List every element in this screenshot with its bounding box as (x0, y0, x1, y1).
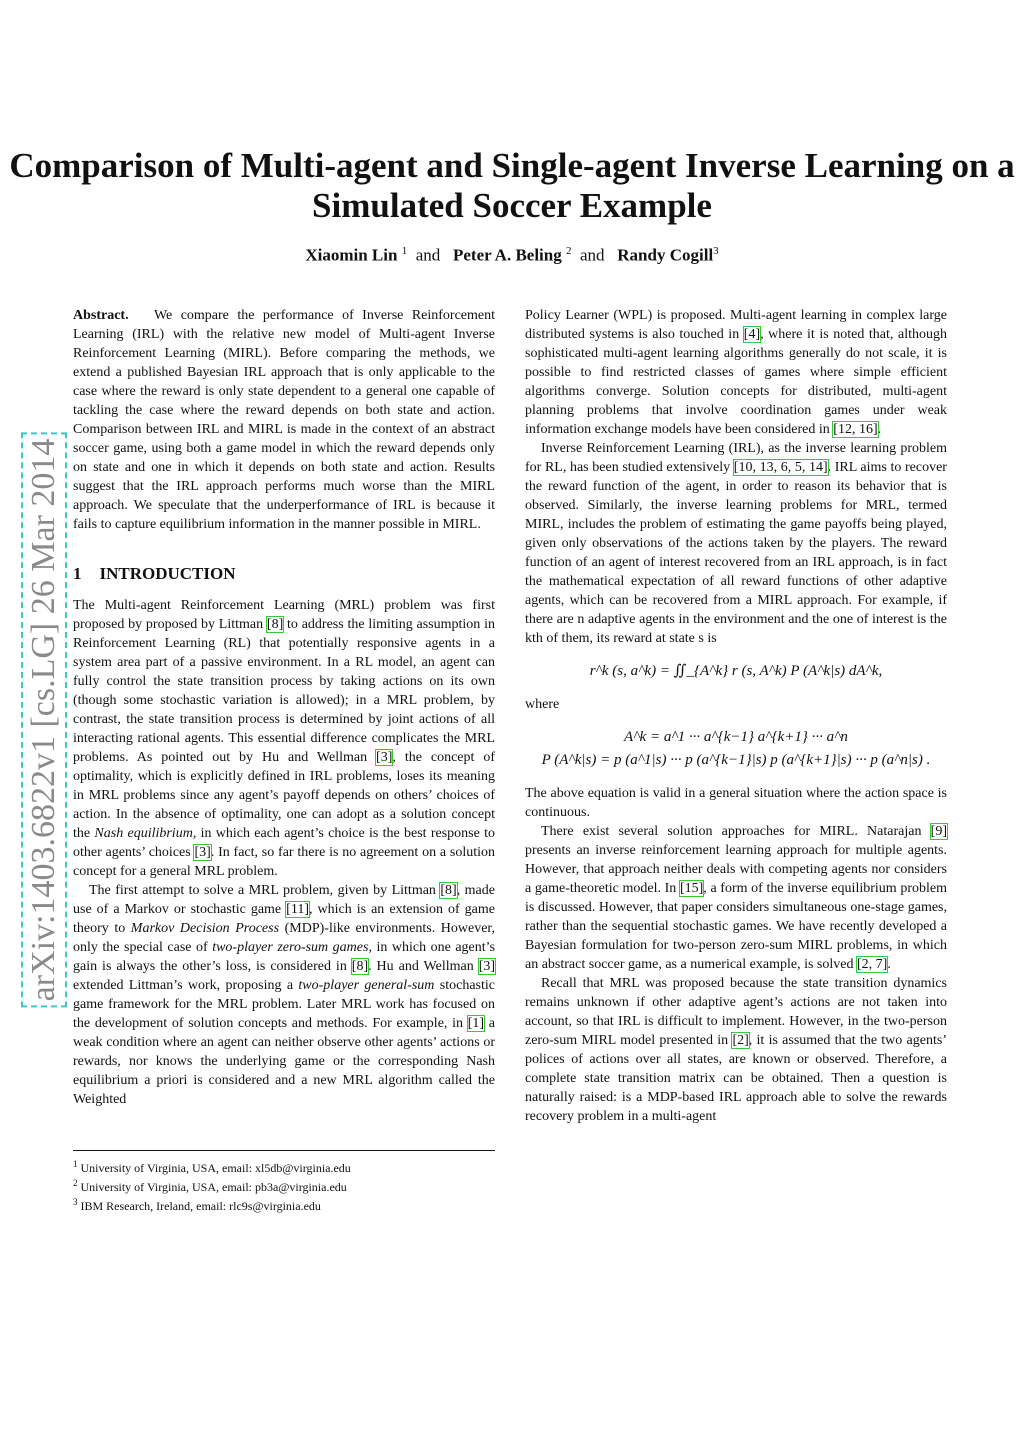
citation-link[interactable]: [9] (930, 824, 947, 839)
citation-link[interactable]: [8] (351, 959, 369, 974)
author-3-affil: 3 (713, 245, 719, 257)
paper-title: Comparison of Multi-agent and Single-agent Inverse Learning on a Simulated Soccer Example (9, 146, 1015, 225)
author-1-affil: 1 (401, 245, 408, 257)
right-paragraph-1: Policy Learner (WPL) is proposed. Multi-agent learning in complex large distributed systems is also touched in [4], where it is noted that, although sophisticated multi-agent learning algorithms generally do not scale, it is possible to find restricted classes of games where simple efficient algorithms converge. Solution concepts for distributed, multi-agent planning problems that involve coordination games under weak information exchange models have been considered in [12, 16]. (525, 308, 947, 437)
where-label: where (525, 697, 560, 712)
citation-link[interactable]: [2, 7] (856, 957, 888, 972)
right-paragraph-4: There exist several solution approaches for MIRL. Natarajan [9] presents an inverse reinforcement learning approach for multiple agents. However, that approach neither deals with competing agents nor considers a game-theoretic model. In [15], a form of the inverse equilibrium problem is discussed. However, that paper considers simultaneous one-stage games, rather than the sequential stochastic games. We have recently developed a Bayesian formulation for two-person zero-sum MIRL problems, in which an abstract soccer game, as a numerical example, is solved [2, 7]. (525, 824, 947, 972)
author-list (0, 245, 1024, 266)
intro-paragraph-2: The first attempt to solve a MRL problem, given by Littman [8], made use of a Markov or stochastic game [11], which is an extension of game theory to Markov Decision Process (MDP)-like environments. However, only the special case of two-player zero-sum games, in which one agent’s gain is always the other’s loss, is considered in [8]. Hu and Wellman [3] extended Littman’s work, proposing a two-player general-sum stochastic game framework for the MRL problem. Later MRL work has focused on the development of solution concepts and methods. For example, in [1] a weak condition where an agent can neither observe other agents’ actions or rewards, nor knows the underlying game or the corresponding Nash equilibrium a priori is considered and a new MRL algorithm called the Weighted (73, 883, 496, 1107)
abstract-text: We compare the performance of Inverse Reinforcement Learning (IRL) with the relative new model of Multi-agent Inverse Reinforcement Learning (MIRL). Before comparing the methods, we extend a published Bayesian IRL approach that is only applicable to the case where the reward is only state dependent to a general one capable of tackling the case where the reward depends on both state and action. Comparison between IRL and MIRL is made in the context of an abstract soccer game, using both a game model in which the reward depends only on state and one in which it depends on both state and action. Results suggest that the IRL approach performs much worse than the MIRL approach. We speculate that the underperformance of IRL is because it fails to capture equilibrium information in the manner possible in MIRL. (73, 308, 496, 532)
arxiv-stamp-text[interactable]: arXiv:1403.6822v1 [cs.LG] 26 Mar 2014 (21, 433, 67, 1008)
abstract (73, 306, 495, 534)
author-2-affil: 2 (565, 245, 572, 257)
equation-joint-prob: P (A^k|s) = p (a^1|s) ··· p (a^{k−1}|s) p (a^{k+1}|s) ··· p (a^n|s) . (541, 752, 931, 768)
citation-link[interactable]: [8] (266, 617, 284, 632)
footnotes (73, 1150, 495, 1214)
citation-link[interactable]: [2] (732, 1033, 749, 1048)
citation-link[interactable]: [3] (376, 750, 393, 765)
citation-link[interactable]: [1] (467, 1016, 485, 1031)
right-column (525, 306, 947, 1126)
footnote-1: $^1$ University of Virginia, USA, email: xl5db@virginia.edu (73, 1159, 351, 1175)
arxiv-stamp (14, 420, 74, 1020)
citation-link[interactable]: [11] (286, 902, 309, 917)
equation-joint-action: A^k = a^1 ··· a^{k−1} a^{k+1} ··· a^n (624, 729, 848, 745)
footnote-rule (73, 1150, 495, 1151)
author-1: Xiaomin Lin (305, 245, 398, 265)
right-paragraph-2: Inverse Reinforcement Learning (IRL), as the inverse learning problem for RL, has been studied extensively [10, 13, 6, 5, 14]. IRL aims to recover the reward function of the agent, in order to reason its behavior that is observed. Similarly, the inverse learning problems for MRL, termed MIRL, includes the problem of estimating the game payoffs being played, given only observations of the actions taken by the players. The reward function of an agent of interest recovered from an IRL approach, is in fact the mathematical expectation of all reward functions of other adaptive agents, which can be recovered from a MIRL approach. For example, if there are n adaptive agents in the environment and the one of interest is the kth of them, its reward at state s is (525, 441, 947, 646)
right-paragraph-5: Recall that MRL was proposed because the state transition dynamics remains unknown if other adaptive agent’s actions are not taken into account, so that IRL is difficult to implement. However, in the two-person zero-sum MIRL model presented in [2], it is assumed that the two agents’ polices of actions over all states, are known or observed. Therefore, a complete state transition matrix can be obtained. Then a question is naturally raised: is a MDP-based IRL approach able to solve the rewards recovery problem in a multi-agent (525, 976, 947, 1124)
citation-link[interactable]: [12, 16] (833, 422, 878, 437)
section-heading (73, 564, 495, 583)
abstract-label: Abstract. (73, 308, 129, 323)
citation-link[interactable]: [15] (679, 881, 704, 896)
citation-link[interactable]: [3] (478, 959, 496, 974)
right-paragraph-3: The above equation is valid in a general situation where the action space is continuous. (525, 786, 947, 820)
author-2: Peter A. Beling (452, 245, 562, 265)
citation-link[interactable]: [3] (194, 845, 211, 860)
footnote-2: $^2$ University of Virginia, USA, email: pb3a@virginia.edu (73, 1178, 347, 1194)
section-number: 1 (73, 564, 82, 583)
equation-reward: r^k (s, a^k) = ∬_{A^k} r (s, A^k) P (A^k|s) dA^k, (589, 663, 883, 679)
citation-link[interactable]: [10, 13, 6, 5, 14] (733, 460, 828, 475)
citation-link[interactable]: [4] (743, 327, 761, 342)
intro-paragraph-1: The Multi-agent Reinforcement Learning (MRL) problem was first proposed by proposed by Littman [8] to address the limiting assumption in Reinforcement Learning (RL) that potentially responsive agents in a system area part of a passive environment. In a RL model, an agent can fully control the state transition process by taking actions on its own (though some stochastic variation is allowed); in a MRL problem, by contrast, the state transition process is determined by joint actions of all interacting rational agents. This essential difference complicates the MRL problems. As pointed out by Hu and Wellman [3], the concept of optimality, which is explicitly defined in IRL problems, loses its meaning in MRL problems since any agent’s payoff depends on others’ choices of action. In the absence of optimality, one can adopt as a solution concept the Nash equilibrium, in which each agent’s choice is the best response to other agents’ choices [3]. In fact, so far there is no agreement on a solution concept for a general MRL problem. (73, 598, 495, 879)
author-3: Randy Cogill (617, 245, 714, 265)
author-sep: and (579, 245, 605, 265)
citation-link[interactable]: [8] (440, 883, 457, 898)
author-sep: and (415, 245, 441, 265)
footnote-3: $^3$ IBM Research, Ireland, email: rlc9s@virginia.edu (73, 1197, 321, 1213)
left-column (73, 306, 495, 1109)
section-title: INTRODUCTION (99, 564, 236, 583)
